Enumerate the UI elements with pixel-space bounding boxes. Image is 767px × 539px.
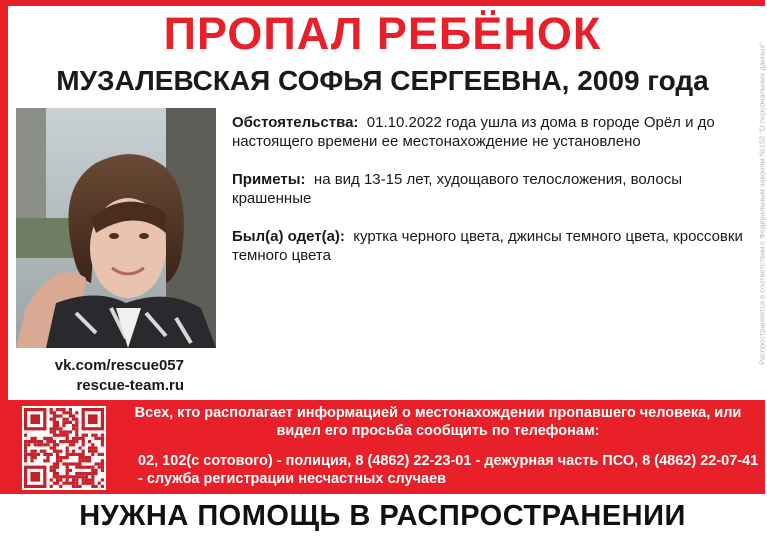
top-red-border [0, 0, 765, 6]
personal-data-note [757, 6, 767, 401]
qr-code[interactable] [22, 406, 106, 490]
clothing-label: Был(а) одет(а): [232, 228, 345, 245]
personal-data-note-text: Распространяется в соответствии с Федеральным законом №152 "О персональных данных" [757, 42, 767, 365]
case-details [232, 113, 747, 284]
appeal-text: Всех, кто располагает информацией о местонахождении пропавшего человека, или видел его просьба сообщить по телефонам: [134, 405, 742, 439]
contact-links [16, 356, 184, 396]
clothing-text: куртка черного цвета, джинсы темного цвета, кроссовки темного цвета [232, 228, 743, 264]
poster-headline: ПРОПАЛ РЕБЁНОК [163, 8, 602, 59]
appearance-label: Приметы: [232, 171, 306, 188]
clothing-detail [232, 227, 747, 265]
circumstances-label: Обстоятельства: [232, 114, 359, 131]
phone-numbers: 02, 102(с сотового) - полиция, 8 (4862) 22-23-01 - дежурная часть ПСО, 8 (4862) 22-07-41 - служба регистрации несчастных случаев [138, 453, 759, 487]
vk-link[interactable]: vk.com/rescue057 [54, 357, 184, 374]
circumstances-detail [232, 113, 747, 151]
appearance-detail [232, 170, 747, 208]
missing-person-photo [16, 108, 216, 348]
missing-person-name: МУЗАЛЕВСКАЯ СОФЬЯ СЕРГЕЕВНА, 2009 года [56, 65, 709, 96]
appearance-text: на вид 13-15 лет, худощавого телосложения, волосы крашенные [232, 171, 682, 207]
website-link[interactable]: rescue-team.ru [76, 377, 184, 394]
circumstances-text: 01.10.2022 года ушла из дома в городе Орёл и до настоящего времени ее местонахождение не установлено [232, 114, 715, 150]
footer-call-to-action: НУЖНА ПОМОЩЬ В РАСПРОСТРАНЕНИИ [0, 494, 765, 539]
